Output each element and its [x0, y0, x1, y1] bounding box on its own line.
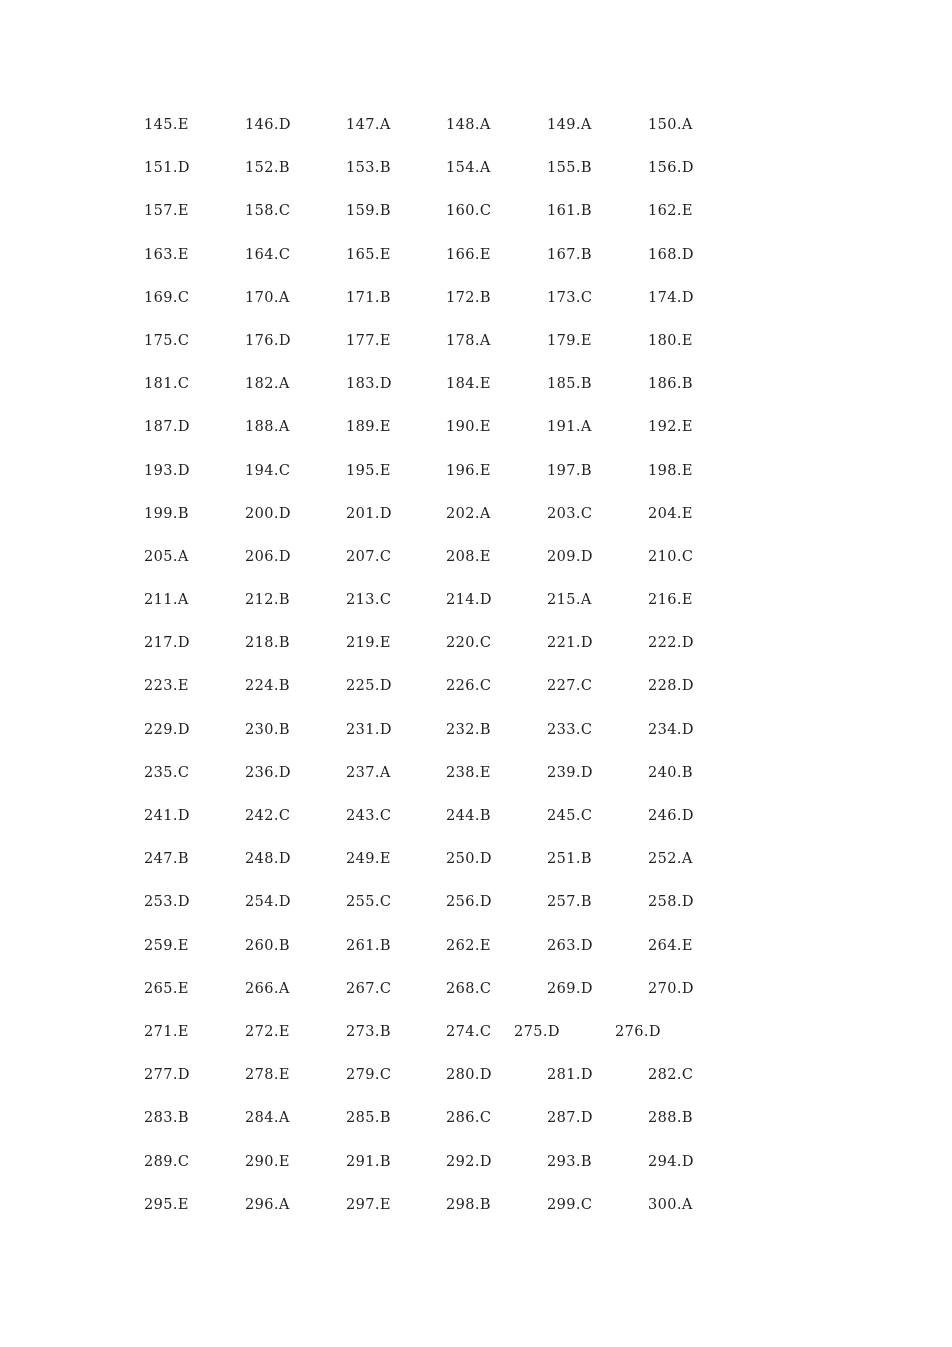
answer-item: 266.A: [245, 980, 290, 997]
answer-row: [144, 417, 764, 460]
answer-item: 174.D: [648, 289, 694, 306]
answer-item: 245.C: [547, 808, 593, 824]
answer-row: [144, 892, 764, 935]
answer-item: 176.D: [245, 332, 291, 349]
answer-item: 277.D: [144, 1067, 190, 1084]
answer-item: 260.B: [245, 937, 290, 954]
answer-item: 239.D: [547, 764, 593, 781]
answer-item: 171.B: [346, 289, 391, 306]
answer-item: 289.C: [144, 1153, 190, 1170]
answer-item: 165.E: [346, 246, 391, 263]
answer-item: 214.D: [446, 592, 492, 609]
answer-item: 170.A: [245, 289, 290, 306]
answer-item: 285.B: [346, 1110, 391, 1127]
answer-item: 265.E: [144, 980, 189, 997]
answer-item: 252.A: [648, 851, 693, 868]
answer-item: 284.A: [245, 1110, 290, 1127]
answer-row: [144, 1065, 764, 1108]
answer-item: 206.D: [245, 548, 291, 565]
answer-item: 207.C: [346, 548, 392, 565]
answer-item: 145.E: [144, 117, 189, 133]
answer-item: 242.C: [245, 808, 291, 824]
answer-item: 209.D: [547, 548, 593, 565]
answer-item: 250.D: [446, 851, 492, 868]
answer-item: 199.B: [144, 505, 189, 522]
answer-item: 156.D: [648, 160, 694, 177]
answer-item: 251.B: [547, 851, 592, 868]
answer-item: 296.A: [245, 1196, 290, 1213]
answer-item: 299.C: [547, 1196, 593, 1213]
answer-item: 189.E: [346, 419, 391, 436]
answer-item: 157.E: [144, 203, 189, 220]
answer-row: [144, 115, 764, 158]
answer-item: 160.C: [446, 203, 492, 220]
answer-item: 243.C: [346, 808, 392, 824]
answer-item: 193.D: [144, 462, 190, 479]
answer-item: 177.E: [346, 332, 391, 349]
answer-item: 198.E: [648, 462, 693, 479]
answer-item: 247.B: [144, 851, 189, 868]
answer-item: 215.A: [547, 592, 592, 609]
answer-row: [144, 806, 764, 849]
answer-item: 238.E: [446, 764, 491, 781]
answer-row: [144, 547, 764, 590]
answer-item: 264.E: [648, 937, 693, 954]
answer-item: 166.E: [446, 246, 491, 263]
answer-grid: [144, 115, 764, 1238]
answer-item: 168.D: [648, 246, 694, 263]
answer-row: [144, 288, 764, 331]
answer-item: 276.D: [615, 1023, 661, 1040]
answer-item: 150.A: [648, 117, 693, 133]
answer-item: 291.B: [346, 1153, 391, 1170]
answer-item: 185.B: [547, 376, 592, 393]
answer-item: 180.E: [648, 332, 693, 349]
answer-row: [144, 1195, 764, 1238]
answer-row: [144, 504, 764, 547]
answer-item: 184.E: [446, 376, 491, 393]
answer-item: 208.E: [446, 548, 491, 565]
answer-item: 234.D: [648, 721, 694, 738]
answer-item: 219.E: [346, 635, 391, 652]
answer-item: 258.D: [648, 894, 694, 911]
answer-item: 149.A: [547, 117, 592, 133]
answer-item: 159.B: [346, 203, 391, 220]
answer-row: [144, 849, 764, 892]
answer-item: 271.E: [144, 1023, 189, 1040]
answer-item: 195.E: [346, 462, 391, 479]
answer-item: 241.D: [144, 808, 190, 824]
answer-item: 261.B: [346, 937, 391, 954]
answer-item: 192.E: [648, 419, 693, 436]
answer-row: [144, 1022, 764, 1065]
answer-item: 255.C: [346, 894, 392, 911]
answer-item: 292.D: [446, 1153, 492, 1170]
answer-item: 237.A: [346, 764, 391, 781]
answer-row: [144, 979, 764, 1022]
answer-item: 197.B: [547, 462, 592, 479]
answer-item: 172.B: [446, 289, 491, 306]
answer-item: 155.B: [547, 160, 592, 177]
answer-row: [144, 590, 764, 633]
answer-item: 278.E: [245, 1067, 290, 1084]
answer-item: 262.E: [446, 937, 491, 954]
answer-item: 169.C: [144, 289, 190, 306]
answer-row: [144, 374, 764, 417]
answer-item: 253.D: [144, 894, 190, 911]
answer-item: 272.E: [245, 1023, 290, 1040]
answer-item: 220.C: [446, 635, 492, 652]
answer-row: [144, 1108, 764, 1151]
answer-item: 235.C: [144, 764, 190, 781]
answer-item: 226.C: [446, 678, 492, 695]
answer-item: 186.B: [648, 376, 693, 393]
answer-item: 179.E: [547, 332, 592, 349]
answer-item: 244.B: [446, 808, 491, 824]
answer-item: 224.B: [245, 678, 290, 695]
answer-item: 280.D: [446, 1067, 492, 1084]
answer-item: 231.D: [346, 721, 392, 738]
answer-item: 240.B: [648, 764, 693, 781]
answer-row: [144, 936, 764, 979]
answer-item: 218.B: [245, 635, 290, 652]
answer-row: [144, 158, 764, 201]
answer-row: [144, 763, 764, 806]
answer-item: 288.B: [648, 1110, 693, 1127]
answer-item: 190.E: [446, 419, 491, 436]
answer-item: 293.B: [547, 1153, 592, 1170]
answer-item: 196.E: [446, 462, 491, 479]
answer-item: 194.C: [245, 462, 291, 479]
answer-item: 181.C: [144, 376, 190, 393]
answer-item: 270.D: [648, 980, 694, 997]
answer-item: 211.A: [144, 592, 189, 609]
answer-item: 148.A: [446, 117, 491, 133]
answer-item: 161.B: [547, 203, 592, 220]
answer-item: 162.E: [648, 203, 693, 220]
answer-item: 203.C: [547, 505, 593, 522]
answer-item: 274.C: [446, 1023, 492, 1040]
answer-row: [144, 633, 764, 676]
answer-item: 167.B: [547, 246, 592, 263]
answer-item: 254.D: [245, 894, 291, 911]
answer-item: 182.A: [245, 376, 290, 393]
answer-row: [144, 720, 764, 763]
answer-item: 233.C: [547, 721, 593, 738]
answer-item: 163.E: [144, 246, 189, 263]
answer-item: 282.C: [648, 1067, 694, 1084]
answer-item: 249.E: [346, 851, 391, 868]
answer-item: 290.E: [245, 1153, 290, 1170]
answer-item: 205.A: [144, 548, 189, 565]
answer-item: 257.B: [547, 894, 592, 911]
answer-item: 223.E: [144, 678, 189, 695]
answer-item: 267.C: [346, 980, 392, 997]
answer-item: 200.D: [245, 505, 291, 522]
answer-item: 268.C: [446, 980, 492, 997]
answer-row: [144, 461, 764, 504]
answer-item: 286.C: [446, 1110, 492, 1127]
answer-item: 298.B: [446, 1196, 491, 1213]
answer-item: 213.C: [346, 592, 392, 609]
answer-item: 228.D: [648, 678, 694, 695]
answer-item: 259.E: [144, 937, 189, 954]
answer-item: 246.D: [648, 808, 694, 824]
answer-row: [144, 1152, 764, 1195]
answer-item: 295.E: [144, 1196, 189, 1213]
answer-item: 178.A: [446, 332, 491, 349]
answer-item: 146.D: [245, 117, 291, 133]
answer-item: 191.A: [547, 419, 592, 436]
answer-item: 147.A: [346, 117, 391, 133]
answer-item: 222.D: [648, 635, 694, 652]
answer-item: 188.A: [245, 419, 290, 436]
answer-item: 173.C: [547, 289, 593, 306]
answer-item: 275.D: [514, 1023, 560, 1040]
answer-item: 227.C: [547, 678, 593, 695]
answer-item: 158.C: [245, 203, 291, 220]
answer-item: 273.B: [346, 1023, 391, 1040]
answer-item: 217.D: [144, 635, 190, 652]
answer-item: 236.D: [245, 764, 291, 781]
answer-item: 221.D: [547, 635, 593, 652]
answer-row: [144, 201, 764, 244]
answer-item: 201.D: [346, 505, 392, 522]
answer-item: 212.B: [245, 592, 290, 609]
answer-item: 210.C: [648, 548, 694, 565]
answer-item: 283.B: [144, 1110, 189, 1127]
answer-item: 151.D: [144, 160, 190, 177]
answer-item: 230.B: [245, 721, 290, 738]
answer-item: 297.E: [346, 1196, 391, 1213]
answer-item: 183.D: [346, 376, 392, 393]
answer-item: 229.D: [144, 721, 190, 738]
answer-item: 248.D: [245, 851, 291, 868]
answer-item: 202.A: [446, 505, 491, 522]
answer-item: 300.A: [648, 1196, 693, 1213]
answer-row: [144, 331, 764, 374]
answer-item: 287.D: [547, 1110, 593, 1127]
answer-item: 281.D: [547, 1067, 593, 1084]
answer-item: 175.C: [144, 332, 190, 349]
answer-row: [144, 245, 764, 288]
answer-item: 263.D: [547, 937, 593, 954]
answer-item: 232.B: [446, 721, 491, 738]
answer-item: 204.E: [648, 505, 693, 522]
answer-item: 256.D: [446, 894, 492, 911]
answer-item: 294.D: [648, 1153, 694, 1170]
answer-item: 187.D: [144, 419, 190, 436]
answer-item: 225.D: [346, 678, 392, 695]
answer-row: [144, 676, 764, 719]
answer-item: 279.C: [346, 1067, 392, 1084]
answer-item: 164.C: [245, 246, 291, 263]
answer-item: 154.A: [446, 160, 491, 177]
answer-item: 152.B: [245, 160, 290, 177]
answer-item: 269.D: [547, 980, 593, 997]
answer-item: 216.E: [648, 592, 693, 609]
answer-item: 153.B: [346, 160, 391, 177]
